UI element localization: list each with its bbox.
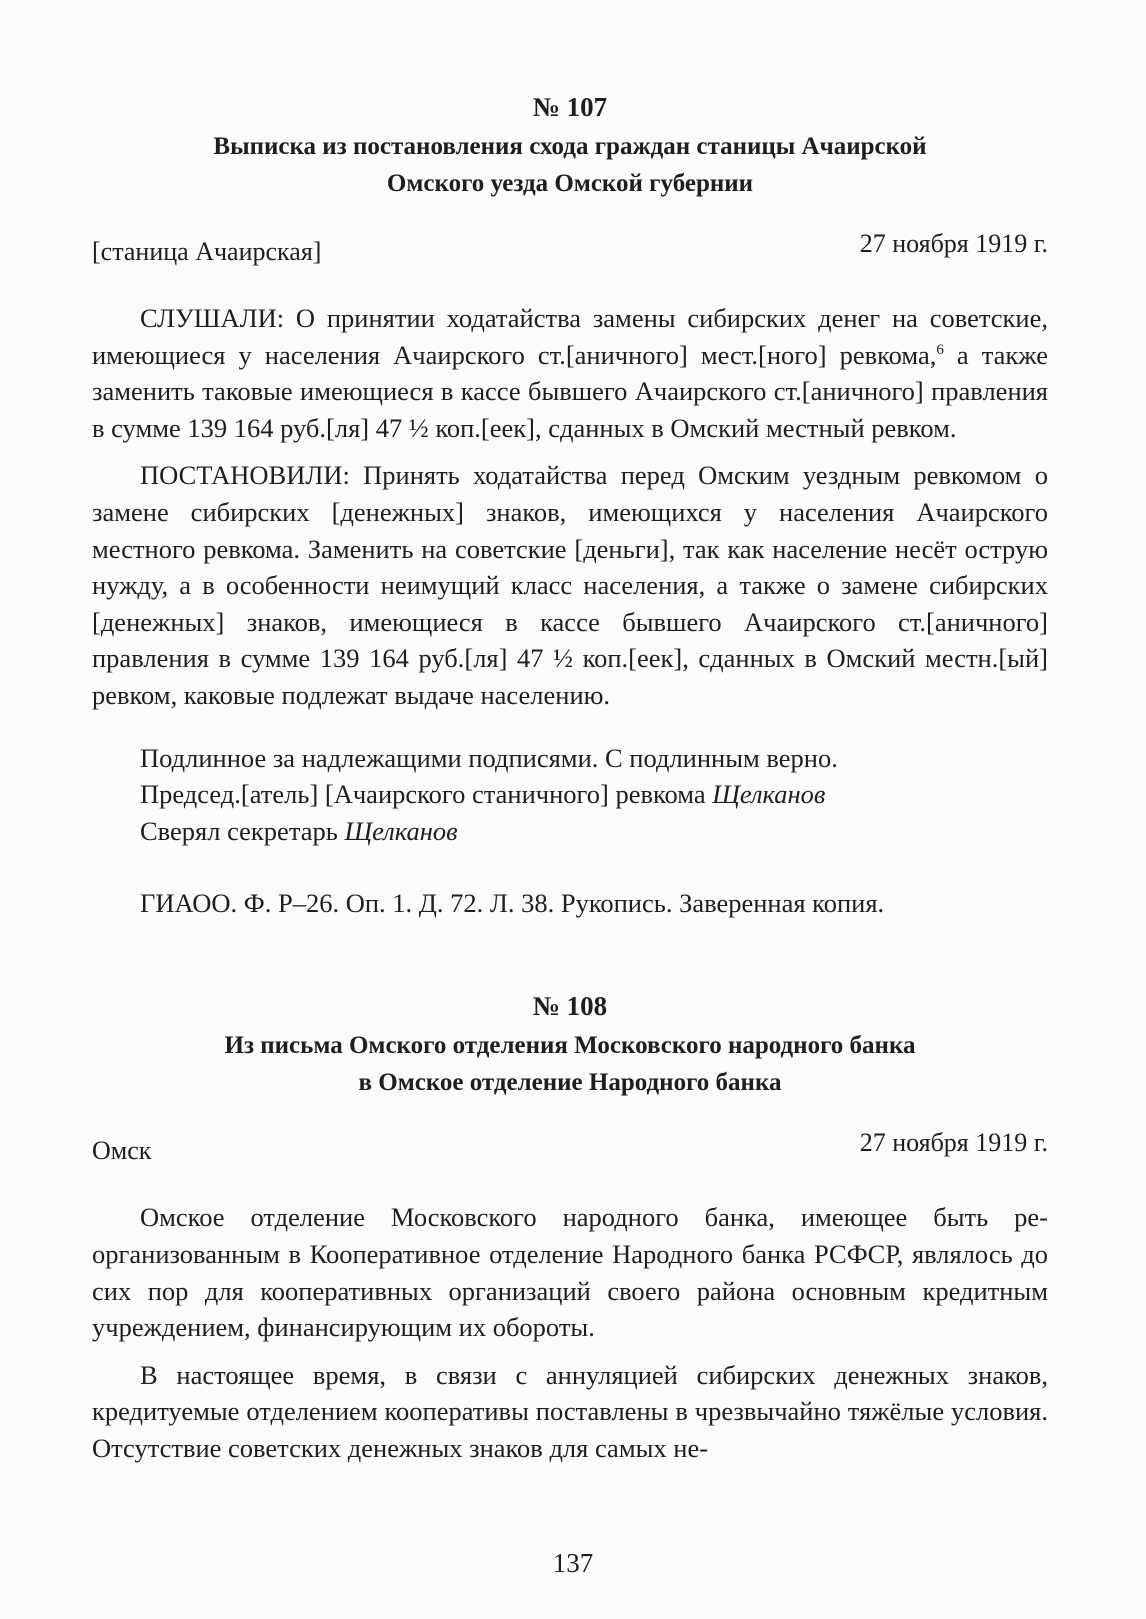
doc-108-place-date [92,1125,1048,1166]
doc-107-title [92,128,1048,202]
doc-108-place: Омск [92,1136,152,1166]
doc-107-date: 27 ноября 1919 г. [859,229,1048,258]
doc-108-title-line-2: в Омское отделение Народного банка [358,1069,782,1097]
doc-107-title-line-1: Выписка из постановления схода граждан станицы Ачаирской [213,133,927,160]
doc-107-signatures [92,740,1048,850]
doc-108-date: 27 ноября 1919 г. [859,1128,1048,1158]
doc-108-number: № 108 [532,991,608,1022]
page-content [92,90,1048,1477]
doc-108-paragraph-1: Омское отделение Московского народного банка, имеющее быть реорганизованным в Кооперативное отделение Народного банка РСФСР, являлось до сих пор для кооперативных организаций своего района основным кредитным учреждением, финансирующим их обороты. [92,1202,1048,1343]
doc-107-place-date [92,226,1048,266]
doc-108-body [92,1199,1048,1466]
doc-107-body [92,300,1048,714]
page-number: 137 [552,1548,594,1578]
doc-107-paragraph-heard-part-a: СЛУШАЛИ: О принятии ходатайства замены сибирских денег на советские, имеющиеся у населения Ачаирского ст.[аничного] мест.[ного] ревкома, [92,303,1048,370]
doc-107-chairman-name: Щелканов [712,779,826,810]
doc-107-chairman-signature [140,776,1048,813]
doc-107-number: № 107 [532,92,608,122]
doc-107-place: [станица Ачаирская] [92,237,322,266]
doc-107-paragraph-heard-part-b: а также заменить таковые имеющиеся в кассе бывшего Ачаирского ст.[аничного] правления в сумме 139 164 руб.[ля] 47 ½ коп.[еек], сданных в Омский местный ревком. [92,339,1048,443]
doc-107-chairman-label: Председ.[атель] [Ачаирского станичного] ревкома [140,779,713,810]
doc-107-title-line-2: Омского уезда Омской губернии [386,170,754,197]
doc-108-title [92,1027,1048,1101]
doc-108-paragraph-2: В настоящее время, в связи с аннуляцией сибирских денежных знаков, кредитуемые отделением кооперативы поставлены в чрезвычайно тяжёлые условия. Отсутствие советских денежных знаков для самых не- [92,1359,1048,1463]
doc-107-archive-reference: ГИАОО. Ф. Р–26. Оп. 1. Д. 72. Л. 38. Рукопись. Заверенная копия. [140,888,885,919]
doc-107-paragraph-resolved: ПОСТАНОВИЛИ: Принять ходатайства перед Омским уездным ревкомом о замене сибирских [денежных] знаков, имеющихся у населения Ачаирского местного ревкома. Заменить на советские [деньги], так как население несёт острую нужду, а в особенности неимущий класс населения, а также о замене сибирских [денежных] знаков, имеющиеся в кассе бывшего Ачаирского ст.[аничного] правления в сумме 139 164 руб.[ля] 47 ½ коп.[еек], сданных в Омский местн.[ый] ревком, каковые подлежат выдаче населению. [92,460,1048,710]
doc-107-secretary-name: Щелканов [344,815,458,846]
doc-107-paragraph-heard [92,300,1048,446]
doc-107-secretary-label: Сверял секретарь [140,815,345,846]
doc-108-title-line-1: Из письма Омского отделения Московского народного банка [224,1032,916,1060]
document-107 [92,90,1048,921]
doc-107-certification: Подлинное за надлежащими подписями. С подлинным верно. [140,742,838,773]
document-108 [92,989,1048,1466]
footnote-ref: 6 [936,341,944,358]
doc-107-secretary-signature [140,813,1048,850]
